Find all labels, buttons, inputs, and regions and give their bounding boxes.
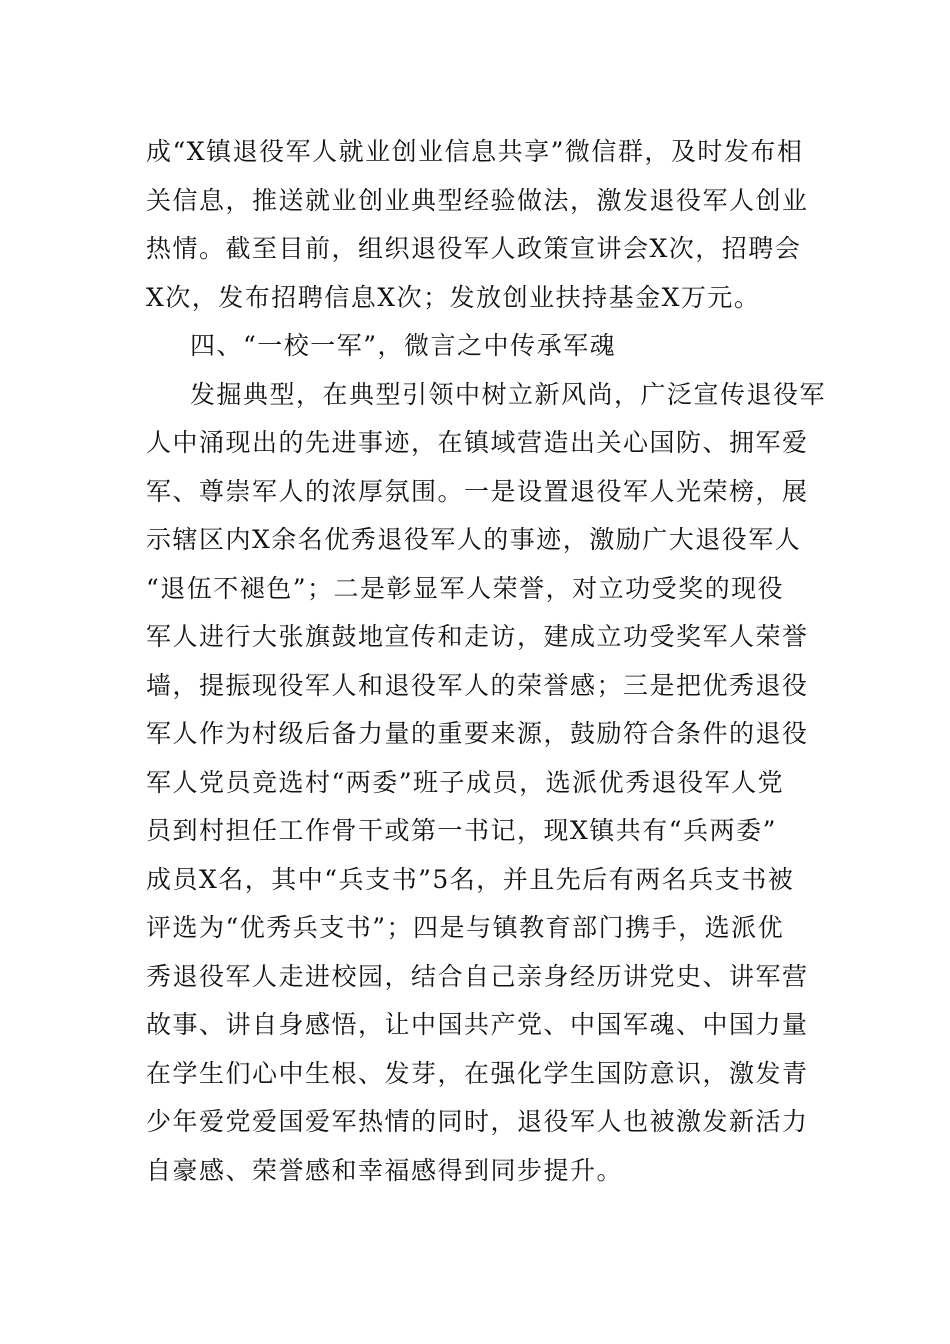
section-paragraph bbox=[146, 371, 826, 1196]
text-line: 军人党员竞选村“两委”班子成员，选派优秀退役军人党 bbox=[146, 767, 785, 797]
text-line: 秀退役军人走进校园，结合自己亲身经历讲党史、讲军营 bbox=[146, 961, 809, 991]
text-line: 人中涌现出的先进事迹，在镇域营造出关心国防、拥军爱 bbox=[146, 428, 809, 457]
text-line: 成“X镇退役军人就业创业信息共享”微信群，及时发布相 bbox=[146, 137, 804, 166]
text-line: 军人作为村级后备力量的重要来源，鼓励符合条件的退役 bbox=[146, 719, 809, 748]
text-line: 军、尊崇军人的浓厚氛围。一是设置退役军人光荣榜，展 bbox=[146, 476, 809, 506]
text-line: X次，发布招聘信息X次；发放创业扶持基金X万元。 bbox=[146, 282, 761, 312]
continued-paragraph bbox=[146, 128, 826, 322]
text-line: 军人进行大张旗鼓地宣传和走访，建成立功受奖军人荣誉 bbox=[146, 622, 809, 651]
text-line: 发掘典型，在典型引领中树立新风尚，广泛宣传退役军 bbox=[190, 379, 827, 409]
document-body bbox=[146, 128, 826, 1195]
text-line: “退伍不褪色”；二是彰显军人荣誉，对立功受奖的现役 bbox=[146, 573, 785, 603]
text-line: 员到村担任工作骨干或第一书记，现X镇共有“兵两委” bbox=[146, 816, 777, 845]
text-line: 少年爱党爱国爱军热情的同时，退役军人也被激发新活力 bbox=[146, 1107, 809, 1136]
text-line: 关信息，推送就业创业典型经验做法，激发退役军人创业 bbox=[146, 185, 809, 215]
text-line: 墙，提振现役军人和退役军人的荣誉感；三是把优秀退役 bbox=[146, 670, 809, 700]
text-line: 自豪感、荣誉感和幸福感得到同步提升。 bbox=[146, 1155, 624, 1185]
text-line: 故事、讲自身感悟，让中国共产党、中国军魂、中国力量 bbox=[146, 1010, 809, 1039]
text-line: 在学生们心中生根、发芽，在强化学生国防意识，激发青 bbox=[146, 1058, 809, 1088]
text-line: 成员X名，其中“兵支书”5名，并且先后有两名兵支书被 bbox=[146, 864, 795, 894]
text-line: 评选为“优秀兵支书”；四是与镇教育部门携手，选派优 bbox=[146, 913, 785, 942]
section-heading: 四、“一校一军”，微言之中传承军魂 bbox=[190, 331, 617, 360]
text-line: 示辖区内X余名优秀退役军人的事迹，激励广大退役军人 bbox=[146, 525, 802, 554]
text-line: 热情。截至目前，组织退役军人政策宣讲会X次，招聘会 bbox=[146, 234, 802, 263]
